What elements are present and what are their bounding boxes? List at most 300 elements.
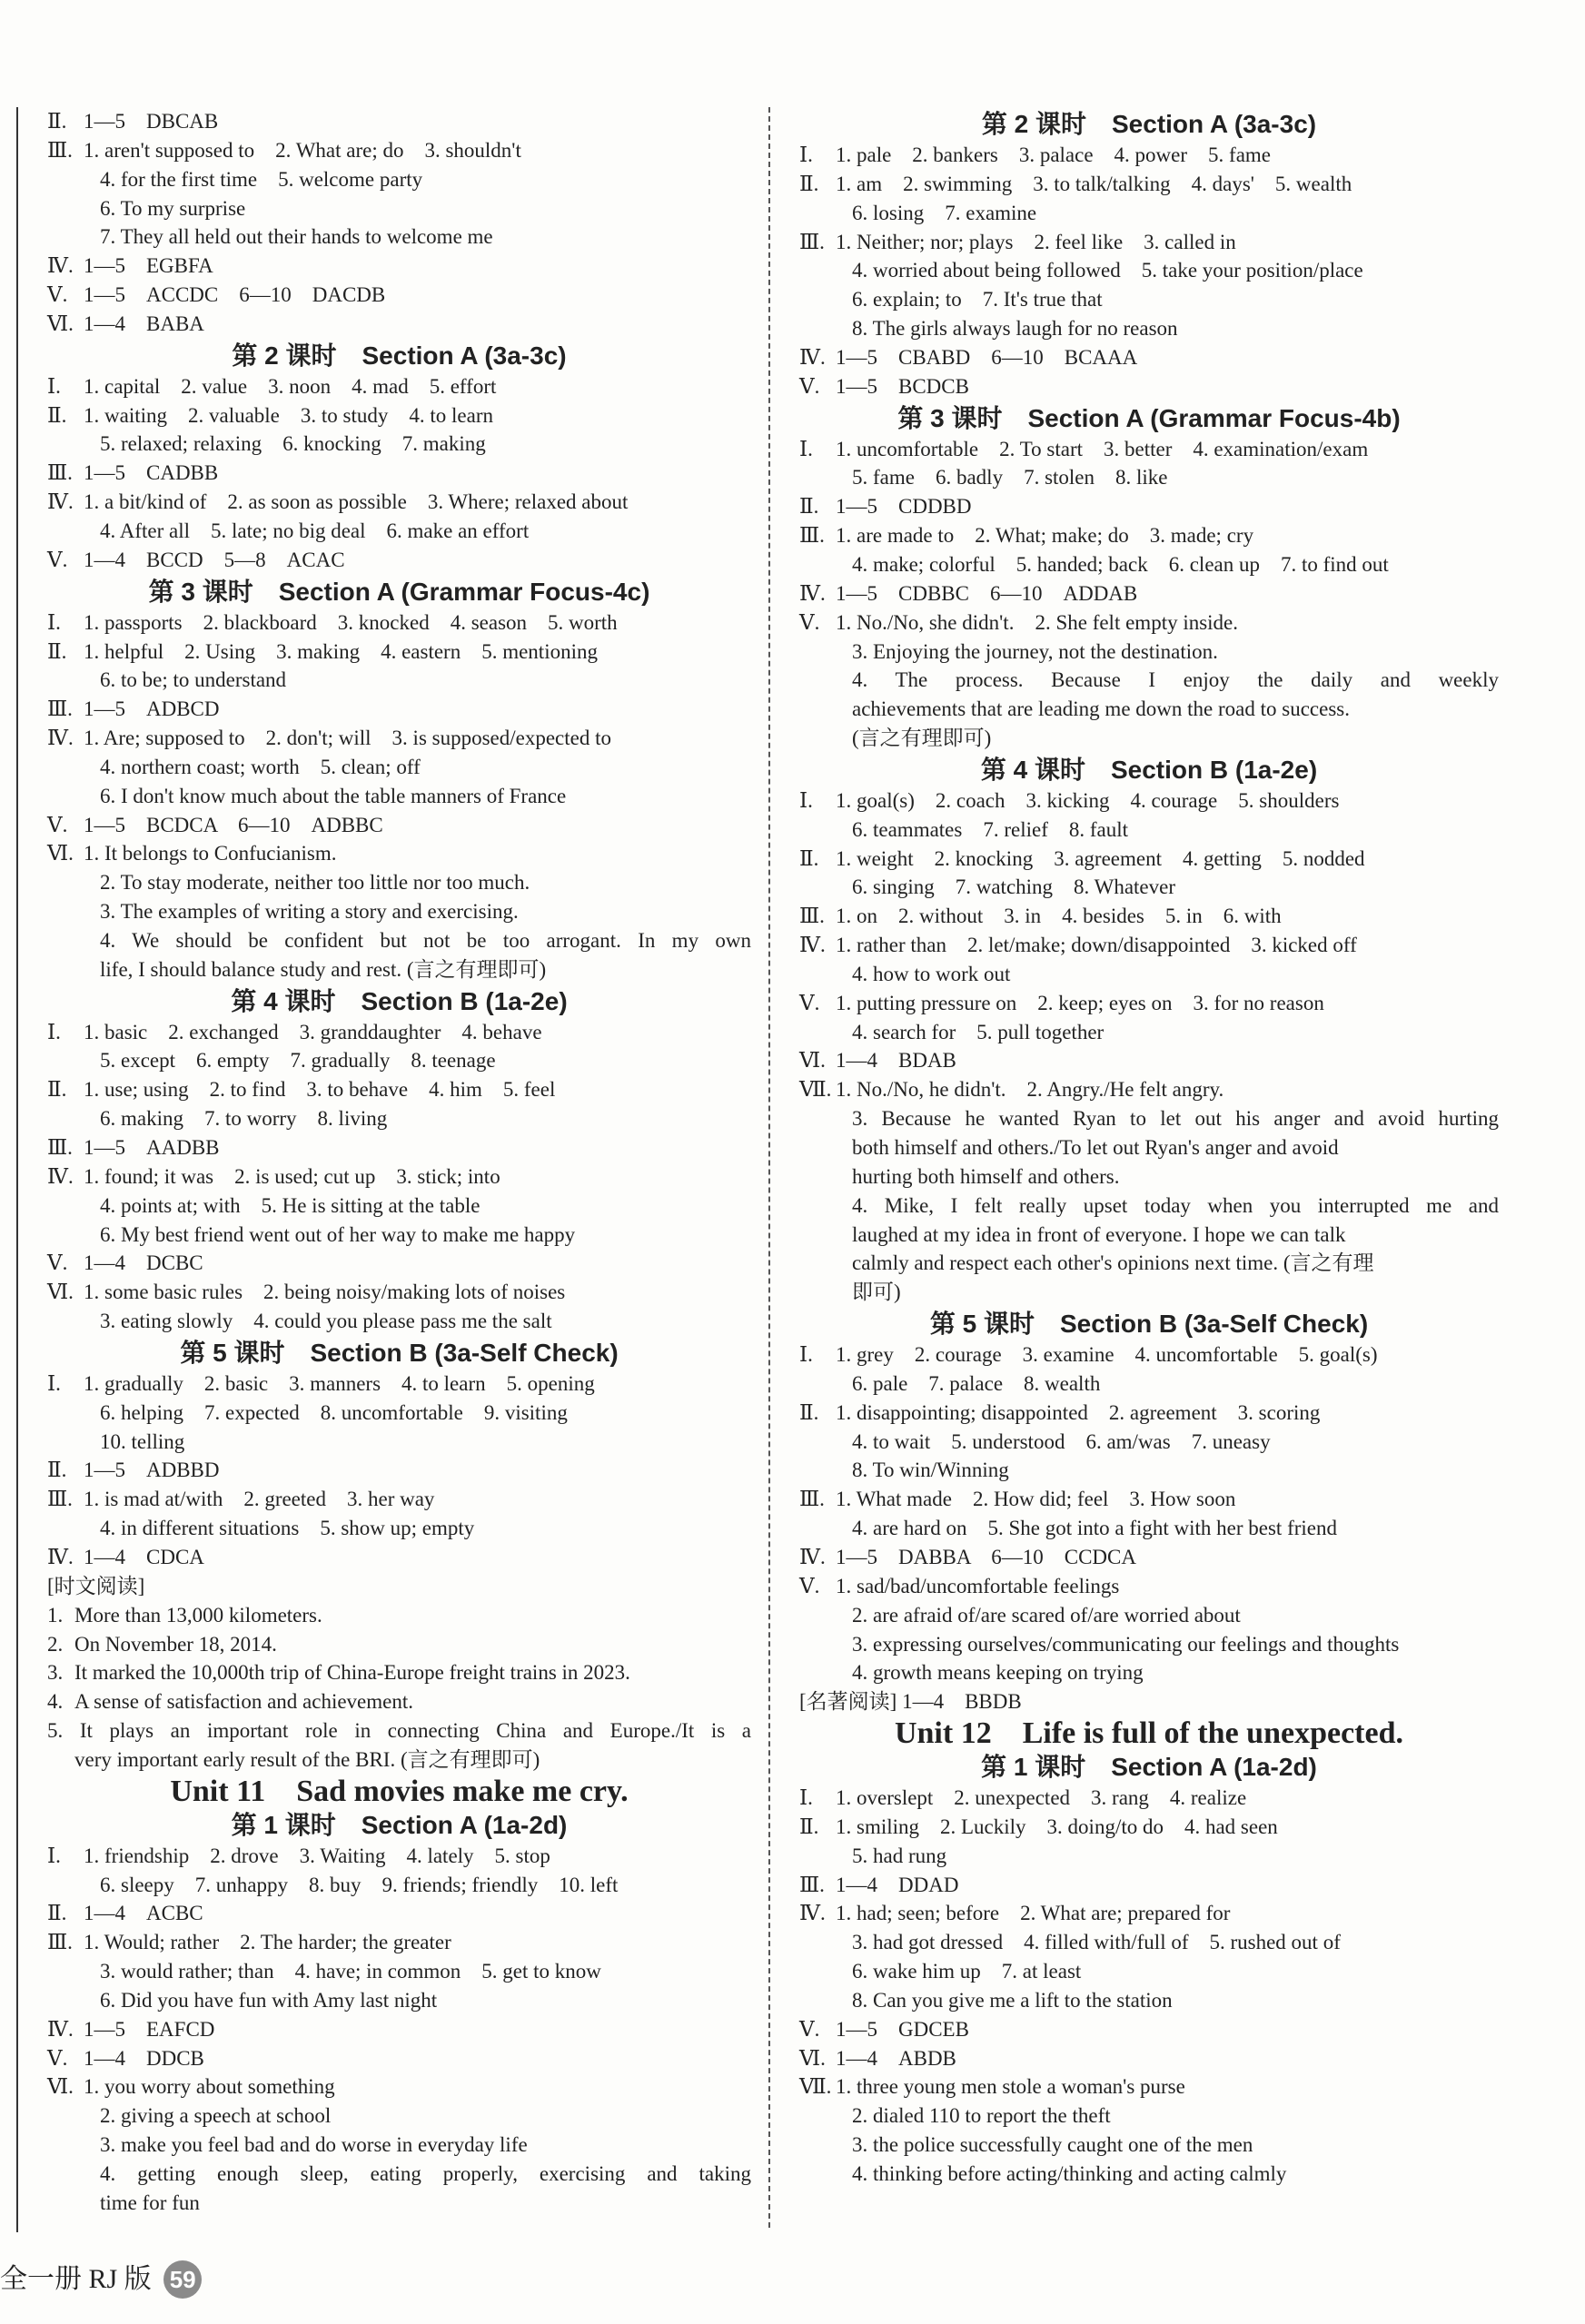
- lesson-heading-text: 第 3 课时 Section A (Grammar Focus-4b): [897, 403, 1401, 432]
- answer-line: [799, 1018, 1499, 1047]
- answer-wrap-line: [799, 1278, 1499, 1307]
- question-number: Ⅱ.: [47, 639, 67, 663]
- answer-wrap-line: [47, 2189, 751, 2218]
- answer-line: [799, 1871, 1499, 1900]
- question-number: 1.: [47, 1603, 64, 1627]
- answer-line: [47, 2015, 751, 2044]
- lesson-heading: [799, 107, 1499, 141]
- answer-text: 8. The girls always laugh for no reason: [852, 317, 1178, 341]
- column-divider: [768, 107, 770, 2228]
- answer-line: [47, 2044, 751, 2073]
- answer-text: 6. losing 7. examine: [852, 201, 1037, 224]
- answer-text: 1. Are; supposed to 2. don't; will 3. is supposed/expected to: [84, 727, 612, 750]
- answer-text: 6. making 7. to worry 8. living: [100, 1107, 388, 1131]
- answer-line: [799, 285, 1499, 314]
- answer-text: 1—5 GDCEB: [836, 2017, 969, 2041]
- question-number: Ⅱ.: [47, 1902, 67, 1925]
- question-number: Ⅲ.: [47, 138, 73, 162]
- answer-text: 1—5 ACCDC 6—10 DACDB: [84, 283, 386, 307]
- answer-text: On November 18, 2014.: [74, 1632, 277, 1656]
- answer-wrap-line: [799, 695, 1499, 724]
- answer-text: 1—4 DDAD: [836, 1873, 959, 1896]
- answer-text: 4. in different situations 5. show up; empty: [100, 1517, 475, 1540]
- question-number: Ⅳ.: [47, 2017, 74, 2041]
- answer-line: [47, 1986, 751, 2015]
- question-number: Ⅴ.: [799, 991, 820, 1014]
- answer-text: 1—5 ADBBD: [84, 1459, 220, 1482]
- left-column: [47, 107, 751, 2218]
- answer-line: [799, 1572, 1499, 1601]
- question-number: Ⅲ.: [47, 1931, 73, 1954]
- question-number: Ⅶ.: [799, 1078, 832, 1102]
- answer-line: [47, 1514, 751, 1543]
- answer-line: [799, 1601, 1499, 1630]
- answer-line: [47, 1046, 751, 1075]
- answer-line: [47, 136, 751, 165]
- answer-line: [47, 897, 751, 926]
- answer-text: 1. friendship 2. drove 3. Waiting 4. lately 5. stop: [84, 1844, 550, 1867]
- answer-line: [47, 1601, 751, 1630]
- answer-line: [799, 1986, 1499, 2015]
- answer-line: [799, 1428, 1499, 1457]
- question-number: Ⅳ.: [799, 1545, 826, 1568]
- answer-line: [799, 989, 1499, 1018]
- answer-line: [799, 608, 1499, 638]
- answer-line: [47, 1133, 751, 1162]
- answer-text: 1. rather than 2. let/make; down/disappointed 3. kicked off: [836, 934, 1357, 957]
- question-number: Ⅱ.: [799, 495, 819, 519]
- answer-line: [47, 310, 751, 339]
- answer-text: 4. The process. Because I enjoy the daily and weekly: [852, 668, 1499, 692]
- question-number: Ⅴ.: [47, 2046, 68, 2070]
- answer-text: A sense of satisfaction and achievement.: [74, 1690, 413, 1714]
- question-number: Ⅰ.: [799, 1343, 813, 1367]
- answer-line: [799, 1514, 1499, 1543]
- question-number: Ⅲ.: [799, 524, 825, 548]
- answer-text: 1. had; seen; before 2. What are; prepared for: [836, 1902, 1231, 1925]
- answer-line: [799, 141, 1499, 170]
- answer-text: 6. to be; to understand: [100, 668, 287, 692]
- question-number: Ⅳ.: [799, 934, 826, 957]
- question-number: Ⅳ.: [799, 345, 826, 369]
- answer-text: 6. pale 7. palace 8. wealth: [852, 1371, 1101, 1395]
- question-number: Ⅴ.: [799, 374, 820, 398]
- answer-line: [47, 1249, 751, 1278]
- answer-line: [47, 1543, 751, 1572]
- answer-text: achievements that are leading me down the road to success.: [852, 697, 1350, 721]
- answer-text: 5. had rung: [852, 1844, 947, 1867]
- answer-wrap-line: [799, 1133, 1499, 1162]
- question-number: Ⅳ.: [47, 254, 74, 278]
- answer-text: 4. to wait 5. understood 6. am/was 7. uneasy: [852, 1429, 1271, 1453]
- question-number: Ⅳ.: [47, 727, 74, 750]
- answer-line: [47, 1687, 751, 1716]
- answer-text: 1—5 DABBA 6—10 CCDCA: [836, 1545, 1136, 1568]
- answer-line: [799, 1075, 1499, 1104]
- answer-line: [47, 1630, 751, 1659]
- answer-text: 1. smiling 2. Luckily 3. doing/to do 4. had seen: [836, 1815, 1278, 1838]
- answer-line: [799, 521, 1499, 550]
- question-number: Ⅵ.: [47, 842, 74, 865]
- answer-text: hurting both himself and others.: [852, 1164, 1120, 1188]
- answer-text: 6. I don't know much about the table manners of France: [100, 784, 567, 807]
- answer-text: 1—5 AADBB: [84, 1136, 220, 1159]
- question-number: Ⅳ.: [799, 1902, 826, 1925]
- question-number: Ⅰ.: [799, 1786, 813, 1810]
- answer-text: 1—4 CDCA: [84, 1545, 204, 1568]
- answer-text: 8. Can you give me a lift to the station: [852, 1988, 1173, 2012]
- answer-text: 5. except 6. empty 7. gradually 8. teenage: [100, 1049, 496, 1073]
- answer-text: 3. expressing ourselves/communicating our feelings and thoughts: [852, 1632, 1400, 1656]
- answer-line: [799, 256, 1499, 285]
- answer-line: [47, 2101, 751, 2131]
- answer-text: 1. uncomfortable 2. To start 3. better 4. examination/exam: [836, 437, 1369, 460]
- answer-text: 4. make; colorful 5. handed; back 6. clean up 7. to find out: [852, 552, 1389, 576]
- answer-text: 1. putting pressure on 2. keep; eyes on 3. for no reason: [836, 991, 1324, 1014]
- answer-line: [47, 107, 751, 136]
- reading-section-label: [799, 1687, 1499, 1716]
- answer-text: 7. They all held out their hands to welcome me: [100, 225, 493, 249]
- answer-text: 6. Did you have fun with Amy last night: [100, 1988, 438, 2012]
- question-number: Ⅱ.: [799, 172, 819, 195]
- answer-text: 1—4 DCBC: [84, 1251, 203, 1275]
- answer-text: 1. on 2. without 3. in 4. besides 5. in 6. with: [836, 905, 1282, 928]
- answer-line: [47, 517, 751, 546]
- answer-line: [47, 608, 751, 638]
- answer-text: 2. giving a speech at school: [100, 2104, 332, 2128]
- reading-label-text: [时文阅读]: [47, 1574, 145, 1597]
- answer-text: 1. waiting 2. valuable 3. to study 4. to learn: [84, 403, 493, 427]
- question-number: Ⅲ.: [799, 1873, 825, 1896]
- lesson-heading-text: 第 2 课时 Section A (3a-3c): [981, 110, 1317, 138]
- answer-text: 4. growth means keeping on trying: [852, 1661, 1144, 1685]
- answer-text: 3. make you feel bad and do worse in everyday life: [100, 2133, 528, 2157]
- unit-heading-text: Unit 12 Life is full of the unexpected.: [894, 1716, 1404, 1751]
- answer-text: 6. To my surprise: [100, 196, 246, 220]
- answer-line: [47, 459, 751, 488]
- lesson-heading-text: 第 1 课时 Section A (1a-2d): [231, 1810, 568, 1839]
- lesson-heading: [47, 339, 751, 372]
- question-number: Ⅴ.: [47, 813, 68, 836]
- answer-line: [47, 1928, 751, 1957]
- lesson-heading-text: 第 5 课时 Section B (3a-Self Check): [929, 1310, 1369, 1339]
- answer-wrap-line: [799, 1192, 1499, 1221]
- answer-text: 4. We should be confident but not be too arrogant. In my own: [100, 928, 751, 952]
- answer-text: 1. overslept 2. unexpected 3. rang 4. realize: [836, 1786, 1247, 1810]
- answer-text: 4. search for 5. pull together: [852, 1020, 1105, 1043]
- answer-text: 1. Neither; nor; plays 2. feel like 3. called in: [836, 230, 1236, 253]
- reading-section-label: [47, 1572, 751, 1601]
- answer-line: [799, 1543, 1499, 1572]
- answer-line: [47, 1370, 751, 1399]
- answer-line: [47, 401, 751, 430]
- answer-line: [47, 1278, 751, 1307]
- answer-line: [47, 223, 751, 252]
- answer-line: [47, 1162, 751, 1192]
- answer-text: 1—5 EAFCD: [84, 2017, 215, 2041]
- answer-text: 3. eating slowly 4. could you please pass me the salt: [100, 1310, 552, 1333]
- answer-line: [47, 2131, 751, 2160]
- answer-text: 1. It belongs to Confucianism.: [84, 842, 337, 865]
- answer-text: 1. weight 2. knocking 3. agreement 4. getting 5. nodded: [836, 846, 1365, 870]
- answer-text: 1. a bit/kind of 2. as soon as possible 3. Where; relaxed about: [84, 490, 629, 514]
- question-number: Ⅵ.: [47, 1281, 74, 1304]
- answer-line: [47, 1658, 751, 1687]
- answer-text: 1. you worry about something: [84, 2075, 335, 2099]
- answer-text: 6. explain; to 7. It's true that: [852, 288, 1103, 312]
- lesson-heading-text: 第 4 课时 Section B (1a-2e): [231, 986, 568, 1015]
- answer-line: [799, 579, 1499, 608]
- answer-line: [47, 811, 751, 840]
- answer-line: [799, 2101, 1499, 2131]
- answer-line: [47, 1957, 751, 1986]
- answer-text: 1. is mad at/with 2. greeted 3. her way: [84, 1488, 435, 1511]
- answer-text: time for fun: [100, 2190, 200, 2214]
- answer-line: [47, 546, 751, 575]
- lesson-heading: [47, 1808, 751, 1842]
- question-number: Ⅱ.: [47, 403, 67, 427]
- answer-text: 4. After all 5. late; no big deal 6. make an effort: [100, 519, 530, 542]
- question-number: Ⅵ.: [47, 2075, 74, 2099]
- answer-text: 1. use; using 2. to find 3. to behave 4. him 5. feel: [84, 1078, 556, 1102]
- answer-wrap-line: [47, 955, 751, 984]
- lesson-heading-text: 第 4 课时 Section B (1a-2e): [980, 755, 1318, 784]
- right-column: [799, 107, 1499, 2189]
- answer-line: [47, 488, 751, 517]
- question-number: 3.: [47, 1661, 64, 1685]
- question-number: Ⅱ.: [47, 1459, 67, 1482]
- answer-wrap-line: [47, 926, 751, 955]
- answer-line: [47, 638, 751, 667]
- question-number: Ⅵ.: [799, 1049, 826, 1073]
- footer-edition-text: 全一册 RJ 版: [0, 2264, 152, 2295]
- lesson-heading-text: 第 1 课时 Section A (1a-2d): [981, 1753, 1317, 1782]
- answer-line: [799, 1928, 1499, 1957]
- page-footer: [0, 2258, 202, 2298]
- answer-line: [799, 372, 1499, 401]
- answer-text: 1. some basic rules 2. being noisy/making lots of noises: [84, 1281, 566, 1304]
- answer-wrap-line: [799, 1221, 1499, 1250]
- answer-text: 4. for the first time 5. welcome party: [100, 167, 423, 191]
- answer-text: 1—5 EGBFA: [84, 254, 213, 278]
- answer-line: [47, 1485, 751, 1514]
- answer-line: [799, 228, 1499, 257]
- answer-text: 1—5 BCDCB: [836, 374, 969, 398]
- lesson-heading: [799, 1750, 1499, 1784]
- question-number: Ⅱ.: [799, 1815, 819, 1838]
- answer-line: [799, 638, 1499, 667]
- answer-line: [47, 252, 751, 281]
- answer-text: 1. gradually 2. basic 3. manners 4. to learn 5. opening: [84, 1371, 595, 1395]
- answer-line: [47, 839, 751, 868]
- answer-line: [47, 724, 751, 753]
- answer-line: [799, 960, 1499, 989]
- answer-line: [799, 2131, 1499, 2160]
- answer-text: 即可): [852, 1281, 901, 1304]
- answer-text: 3. the police successfully caught one of the men: [852, 2133, 1253, 2157]
- answer-wrap-line: [799, 724, 1499, 753]
- question-number: Ⅳ.: [47, 1164, 74, 1188]
- answer-text: 6. singing 7. watching 8. Whatever: [852, 875, 1176, 899]
- answer-line: [47, 281, 751, 310]
- unit-heading: [799, 1716, 1499, 1750]
- question-number: Ⅰ.: [47, 1844, 61, 1867]
- answer-line: [799, 2072, 1499, 2101]
- answer-text: 1. helpful 2. Using 3. making 4. eastern 5. mentioning: [84, 639, 598, 663]
- question-number: Ⅳ.: [47, 1545, 74, 1568]
- answer-text: 6. sleepy 7. unhappy 8. buy 9. friends; friendly 10. left: [100, 1873, 619, 1896]
- answer-text: 1. aren't supposed to 2. What are; do 3. shouldn't: [84, 138, 521, 162]
- question-number: Ⅰ.: [799, 788, 813, 812]
- answer-line: [799, 314, 1499, 343]
- answer-text: 2. are afraid of/are scared of/are worried about: [852, 1603, 1241, 1627]
- answer-text: 6. helping 7. expected 8. uncomfortable 9. visiting: [100, 1400, 568, 1424]
- answer-line: [799, 492, 1499, 521]
- answer-line: [799, 2015, 1499, 2044]
- answer-line: [799, 1658, 1499, 1687]
- answer-text: 1. What made 2. How did; feel 3. How soon: [836, 1488, 1236, 1511]
- answer-line: [47, 1192, 751, 1221]
- lesson-heading-text: 第 3 课时 Section A (Grammar Focus-4c): [148, 577, 650, 606]
- answer-text: 1—5 ADBCD: [84, 697, 220, 721]
- answer-text: 8. To win/Winning: [852, 1459, 1009, 1482]
- answer-text: 1. pale 2. bankers 3. palace 4. power 5. fame: [836, 143, 1272, 166]
- answer-text: 1—4 DDCB: [84, 2046, 204, 2070]
- answer-text: 1—5 BCDCA 6—10 ADBBC: [84, 813, 383, 836]
- answer-text: 1. disappointing; disappointed 2. agreement 3. scoring: [836, 1400, 1321, 1424]
- answer-line: [799, 199, 1499, 228]
- answer-line: [799, 170, 1499, 199]
- question-number: Ⅳ.: [47, 490, 74, 514]
- answer-text: 1. found; it was 2. is used; cut up 3. stick; into: [84, 1164, 500, 1188]
- answer-line: [47, 1899, 751, 1928]
- answer-wrap-line: [799, 1249, 1499, 1278]
- answer-line: [47, 1399, 751, 1428]
- question-number: Ⅴ.: [47, 1251, 68, 1275]
- answer-text: 1—4 BDAB: [836, 1049, 956, 1073]
- answer-text: 1. am 2. swimming 3. to talk/talking 4. days' 5. wealth: [836, 172, 1352, 195]
- answer-text: 1. basic 2. exchanged 3. granddaughter 4. behave: [84, 1020, 542, 1043]
- answer-text: 4. how to work out: [852, 962, 1011, 985]
- answer-line: [799, 1784, 1499, 1813]
- answer-line: [47, 1428, 751, 1457]
- question-number: Ⅴ.: [47, 548, 68, 571]
- answer-text: 2. dialed 110 to report the theft: [852, 2104, 1111, 2128]
- answer-text: 3. The examples of writing a story and exercising.: [100, 900, 519, 924]
- question-number: Ⅰ.: [47, 1020, 61, 1043]
- question-number: Ⅵ.: [799, 2046, 826, 2070]
- lesson-heading: [799, 1307, 1499, 1340]
- answer-text: 4. points at; with 5. He is sitting at the table: [100, 1193, 480, 1217]
- unit-heading: [47, 1775, 751, 1808]
- answer-text: 1—4 BABA: [84, 312, 204, 335]
- answer-text: 5. fame 6. badly 7. stolen 8. like: [852, 466, 1168, 490]
- answer-text: 1. goal(s) 2. coach 3. kicking 4. courage 5. shoulders: [836, 788, 1340, 812]
- answer-wrap-line: [47, 1716, 751, 1745]
- question-number: Ⅵ.: [47, 312, 74, 335]
- lesson-heading: [799, 753, 1499, 786]
- answer-text: 1. Would; rather 2. The harder; the greater: [84, 1931, 451, 1954]
- answer-text: 1. capital 2. value 3. noon 4. mad 5. effort: [84, 374, 497, 398]
- answer-text: 1—5 CBABD 6—10 BCAAA: [836, 345, 1138, 369]
- answer-text: 4. Mike, I felt really upset today when you interrupted me and: [852, 1193, 1499, 1217]
- left-margin-rule: [16, 107, 18, 2232]
- answer-line: [47, 1842, 751, 1871]
- answer-line: [47, 1871, 751, 1900]
- answer-text: 6. teammates 7. relief 8. fault: [852, 817, 1129, 841]
- lesson-heading-text: 第 5 课时 Section B (3a-Self Check): [180, 1338, 619, 1367]
- answer-line: [47, 695, 751, 724]
- lesson-heading: [47, 984, 751, 1018]
- question-number: 2.: [47, 1632, 64, 1656]
- answer-text: 4. thinking before acting/thinking and acting calmly: [852, 2162, 1287, 2185]
- answer-line: [47, 430, 751, 459]
- answer-line: [799, 2160, 1499, 2189]
- answer-line: [799, 2044, 1499, 2073]
- answer-text: 3. Because he wanted Ryan to let out his anger and avoid hurting: [852, 1107, 1499, 1131]
- question-number: Ⅴ.: [799, 610, 820, 634]
- answer-line: [799, 1899, 1499, 1928]
- answer-line: [799, 343, 1499, 372]
- question-number: Ⅰ.: [47, 1371, 61, 1395]
- answer-line: [47, 165, 751, 194]
- question-number: Ⅲ.: [799, 230, 825, 253]
- reading-label-text: [名著阅读] 1—4 BBDB: [799, 1690, 1022, 1714]
- page-number-badge: 59: [163, 2260, 202, 2299]
- answer-line: [799, 1046, 1499, 1075]
- answer-line: [47, 2072, 751, 2101]
- answer-line: [47, 868, 751, 897]
- answer-line: [799, 786, 1499, 816]
- answer-line: [799, 1957, 1499, 1986]
- answer-text: It marked the 10,000th trip of China-Europe freight trains in 2023.: [74, 1661, 630, 1685]
- answer-wrap-line: [47, 2160, 751, 2189]
- answer-text: More than 13,000 kilometers.: [74, 1603, 322, 1627]
- question-number: Ⅴ.: [799, 1574, 820, 1597]
- question-number: Ⅱ.: [799, 846, 819, 870]
- answer-line: [799, 1399, 1499, 1428]
- lesson-heading: [799, 401, 1499, 435]
- answer-wrap-line: [799, 666, 1499, 695]
- answer-line: [799, 816, 1499, 845]
- answer-text: 6. wake him up 7. at least: [852, 1960, 1082, 1983]
- answer-line: [47, 1104, 751, 1133]
- answer-text: laughed at my idea in front of everyone. I hope we can talk: [852, 1222, 1346, 1246]
- answer-line: [799, 873, 1499, 902]
- answer-line: [47, 194, 751, 223]
- question-number: Ⅱ.: [799, 1400, 819, 1424]
- answer-line: [799, 1370, 1499, 1399]
- question-number: Ⅴ.: [799, 2017, 820, 2041]
- answer-wrap-line: [799, 1104, 1499, 1133]
- answer-line: [799, 550, 1499, 579]
- question-number: Ⅲ.: [799, 905, 825, 928]
- answer-line: [799, 463, 1499, 492]
- answer-line: [799, 931, 1499, 960]
- answer-text: 4. are hard on 5. She got into a fight with her best friend: [852, 1517, 1337, 1540]
- answer-text: both himself and others./To let out Ryan's anger and avoid: [852, 1136, 1339, 1159]
- question-number: 4.: [47, 1690, 64, 1714]
- answer-text: 5. It plays an important role in connecting China and Europe./It is a: [47, 1719, 751, 1743]
- question-number: Ⅳ.: [799, 581, 826, 605]
- answer-line: [799, 1813, 1499, 1842]
- answer-text: 1—4 ABDB: [836, 2046, 956, 2070]
- question-number: Ⅲ.: [799, 1488, 825, 1511]
- answer-text: 1. No./No, he didn't. 2. Angry./He felt angry.: [836, 1078, 1224, 1102]
- answer-line: [47, 1307, 751, 1336]
- answer-text: 1—4 ACBC: [84, 1902, 203, 1925]
- answer-line: [799, 1340, 1499, 1370]
